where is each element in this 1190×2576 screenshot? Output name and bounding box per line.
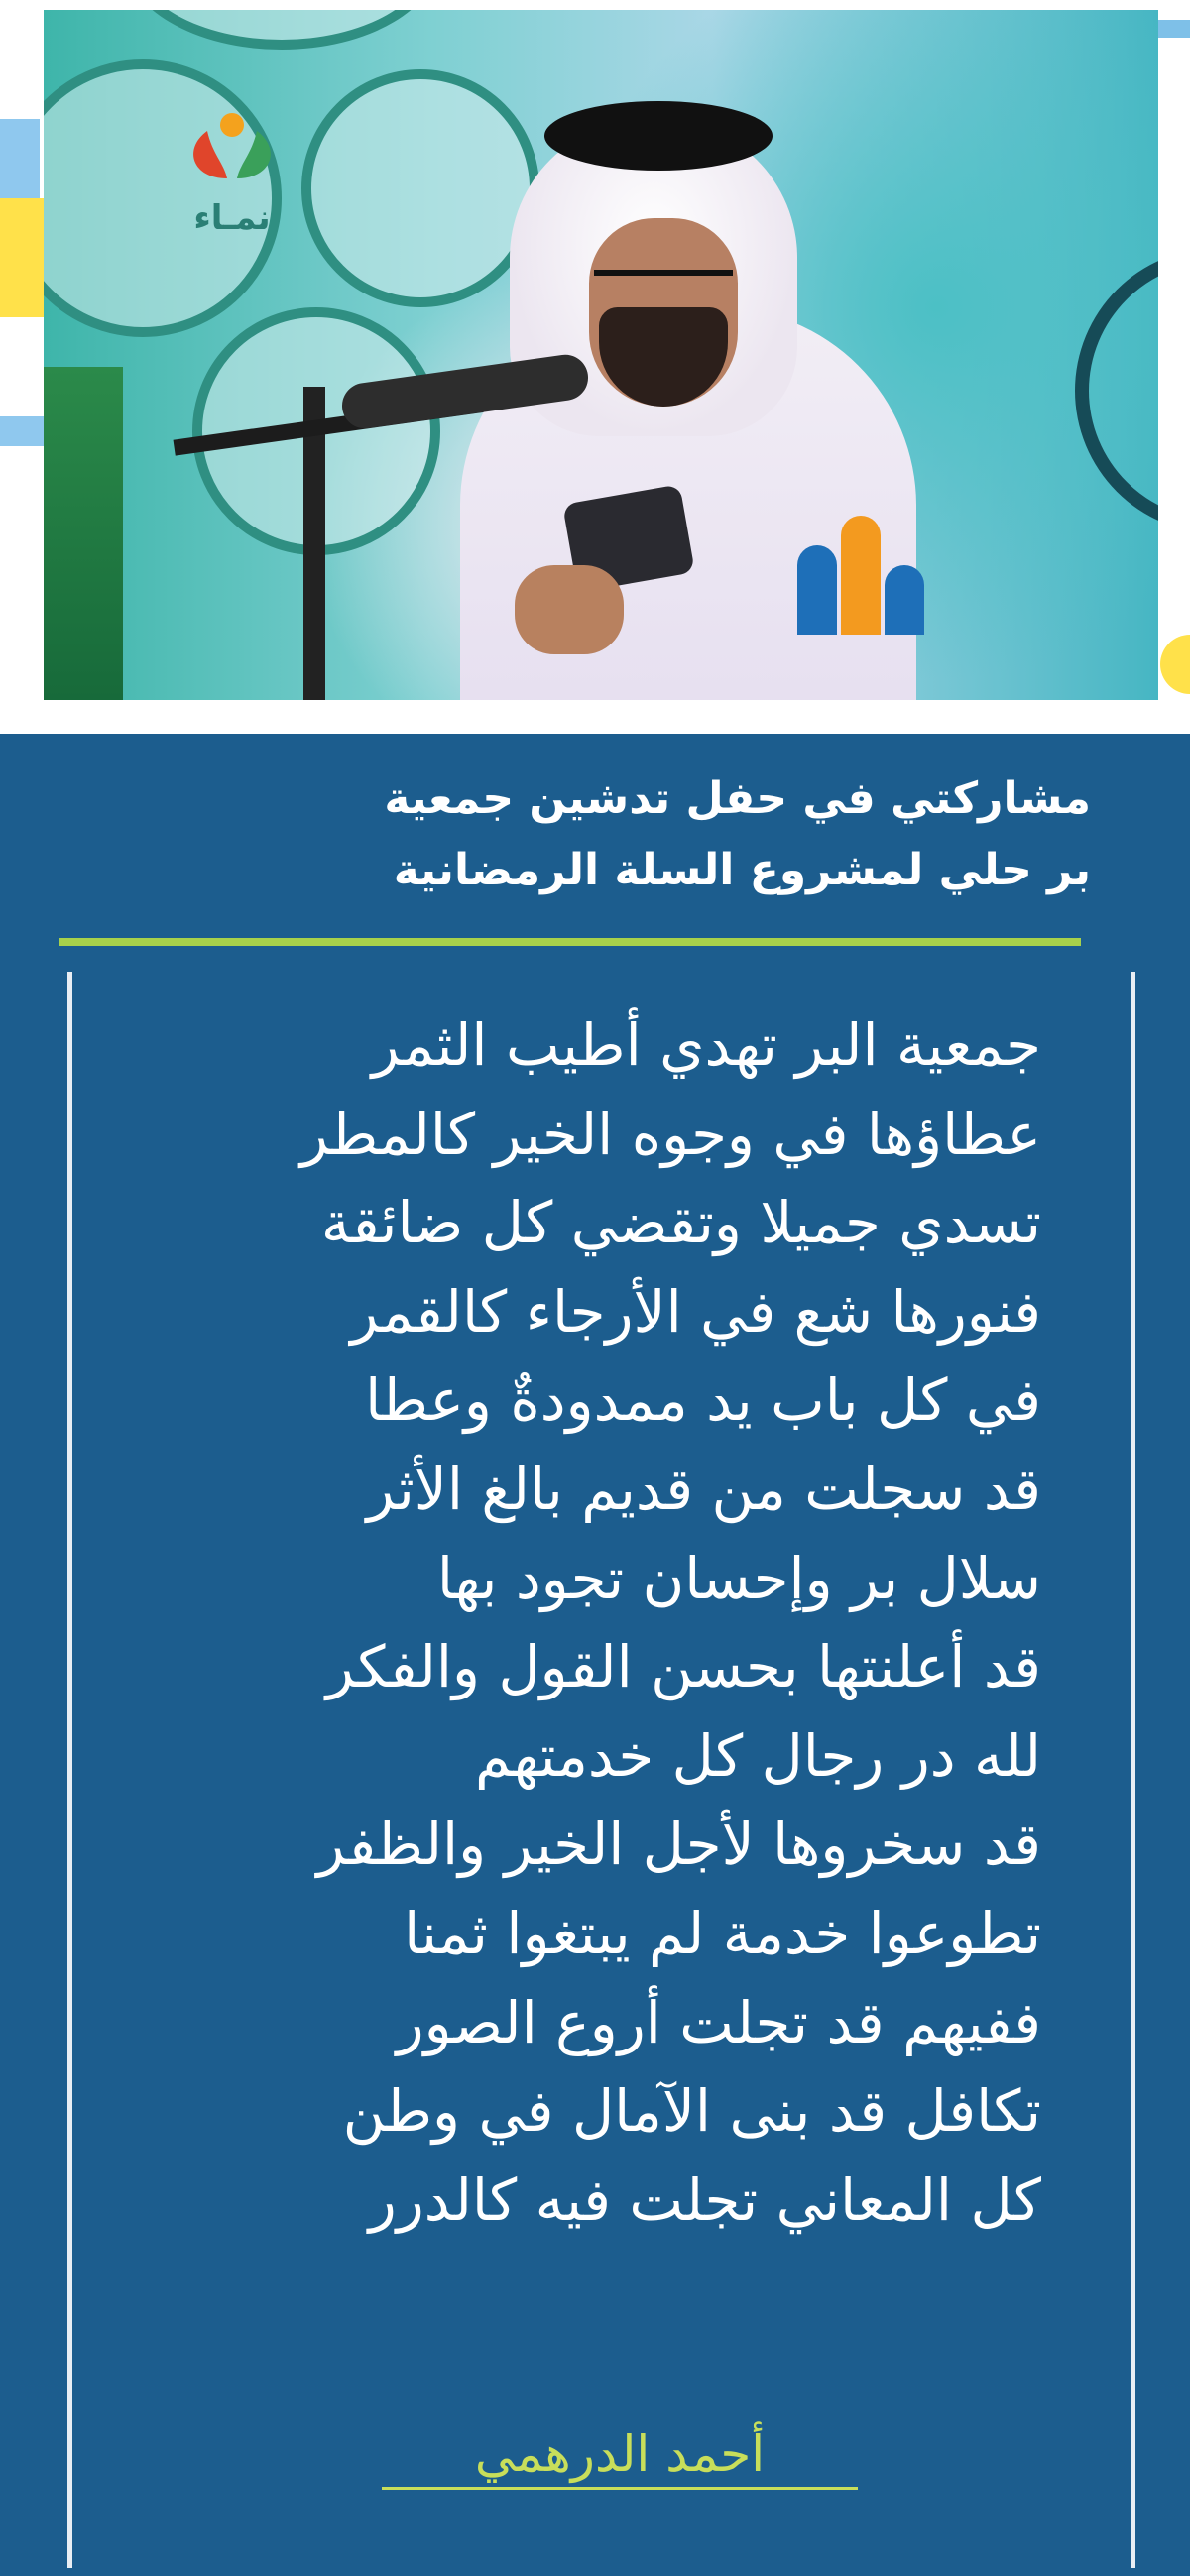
yellow-decor-block [0, 198, 46, 317]
colored-blocks-logo [797, 506, 946, 635]
right-border-line [1130, 972, 1135, 2568]
poem-panel [0, 734, 1190, 2576]
backdrop-circle [301, 69, 539, 307]
poem-line: فنورها شع في الأرجاء كالقمر [350, 1277, 1041, 1346]
poem-line: سلال بر وإحسان تجود بها [436, 1544, 1041, 1612]
photo-area [0, 0, 1190, 734]
poem-line: قد سجلت من قديم بالغ الأثر [366, 1455, 1041, 1523]
green-flag-banner [44, 367, 123, 700]
poem-line: قد أعلنتها بحسن القول والفكر [325, 1633, 1041, 1701]
event-photo [44, 10, 1158, 700]
post-title [60, 763, 1091, 906]
poem-line: في كل باب يد ممدودةٌ وعطا [365, 1366, 1041, 1435]
poem-line: ففيهم قد تجلت أروع الصور [396, 1988, 1041, 2056]
poem-line: لله در رجال كل خدمتهم [475, 1721, 1041, 1790]
yellow-decor-tab [1160, 635, 1190, 694]
title-line: مشاركتي في حفل تدشين جمعية [384, 773, 1091, 824]
poem-line: عطاؤها في وجوه الخير كالمطر [300, 1100, 1041, 1168]
blue-decor-block [0, 119, 40, 198]
title-divider [60, 938, 1081, 946]
poem-line: تطوعوا خدمة لم يبتغوا ثمنا [404, 1899, 1041, 1967]
backdrop-curve [1075, 248, 1158, 533]
logo-text: نمـاء [193, 198, 271, 238]
left-border-line [67, 972, 72, 2568]
author-underline [382, 2487, 858, 2490]
poem-line: قد سخروها لأجل الخير والظفر [316, 1811, 1041, 1879]
speaker-agal [544, 101, 773, 171]
blue-decor-small [0, 416, 44, 446]
speaker-hand [515, 565, 624, 654]
poem-line: كل المعاني تجلت فيه كالدرر [368, 2166, 1041, 2234]
poem-line: تسدي جميلا وتقضي كل ضائقة [320, 1189, 1041, 1257]
poem-text [109, 1001, 1041, 2245]
poem-line: تكافل قد بنى الآمال في وطن [342, 2077, 1041, 2146]
author-signature: أحمد الدرهمي [474, 2425, 766, 2483]
namaa-logo-icon [173, 109, 292, 198]
speaker-glasses [594, 270, 733, 301]
backdrop-circle [123, 10, 440, 50]
title-line: بر حلي لمشروع السلة الرمضانية [393, 845, 1091, 895]
poem-line: جمعية البر تهدي أطيب الثمر [371, 1011, 1041, 1079]
